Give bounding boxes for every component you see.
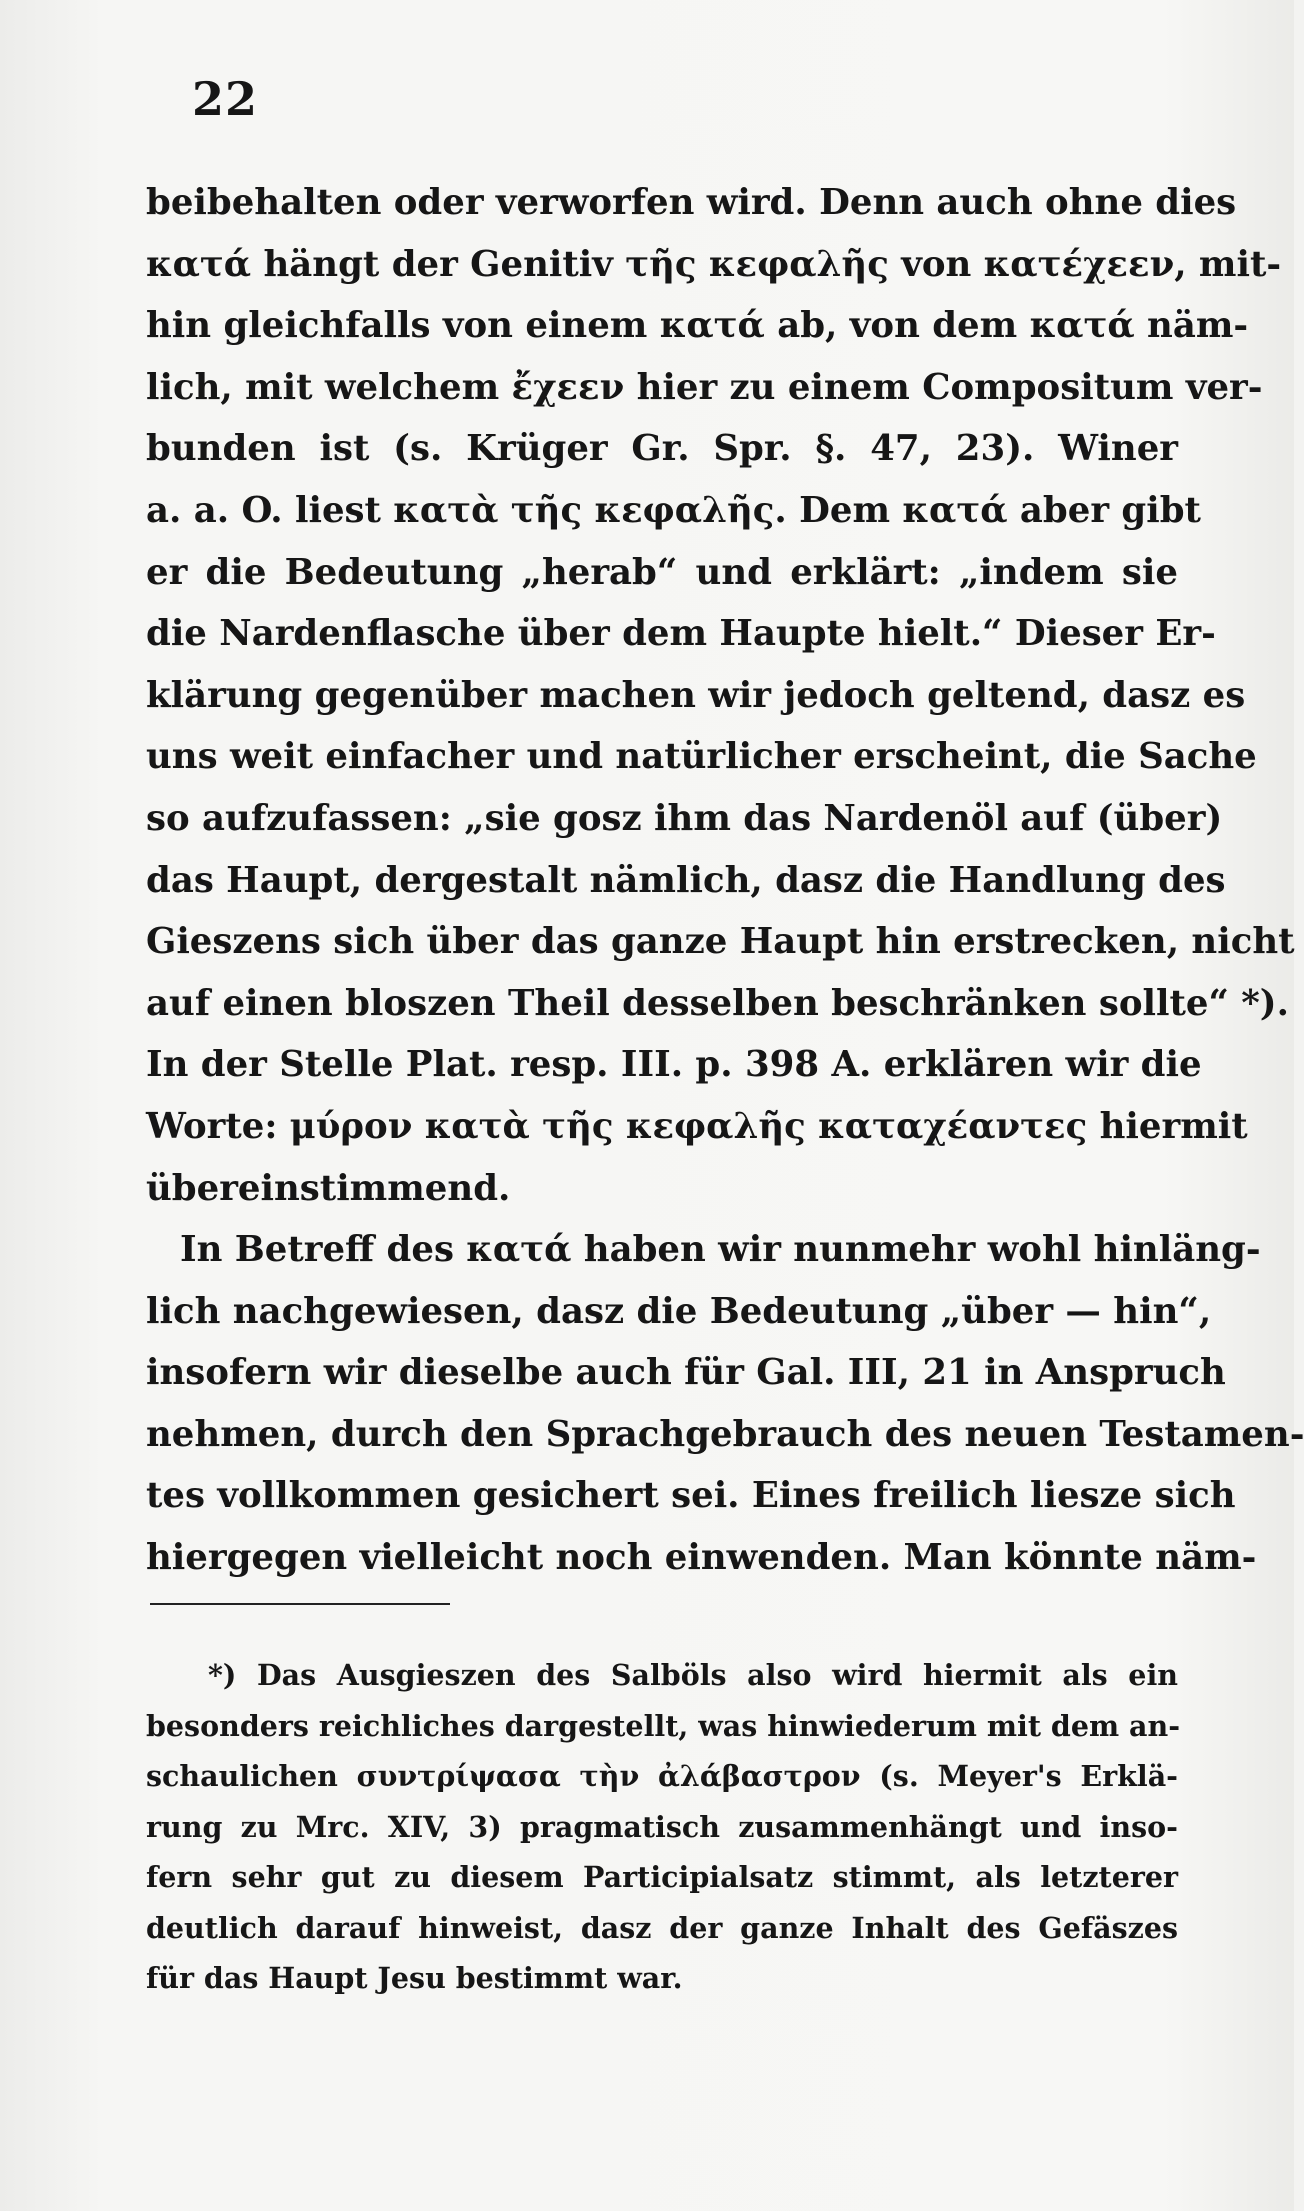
footnote-line: *) Das Ausgieszen des Salböls also wird hiermit als ein <box>208 1658 1178 1692</box>
text-line: Gieszens sich über das ganze Haupt hin erstrecken, nicht <box>146 921 1295 963</box>
footnote-line: fern sehr gut zu diesem Participialsatz stimmt, als letzterer <box>146 1860 1178 1894</box>
text-line: bunden ist (s. Krüger Gr. Spr. §. 47, 23). Winer <box>146 428 1178 470</box>
text-line: uns weit einfacher und natürlicher erscheint, die Sache <box>146 736 1257 778</box>
text-line: klärung gegenüber machen wir jedoch geltend, dasz es <box>146 674 1246 716</box>
text-line: In Betreff des κατά haben wir nunmehr wohl hinläng- <box>180 1229 1261 1271</box>
text-line: er die Bedeutung „herab“ und erklärt: „indem sie <box>146 551 1178 593</box>
text-line: hiergegen vielleicht noch einwenden. Man könnte näm- <box>146 1537 1257 1579</box>
text-line: hin gleichfalls von einem κατά ab, von dem κατά näm- <box>146 305 1249 347</box>
text-line: lich nachgewiesen, dasz die Bedeutung „über — hin“, <box>146 1290 1212 1332</box>
footnote-line: rung zu Mrc. XIV, 3) pragmatisch zusammenhängt und inso- <box>146 1809 1178 1844</box>
text-line: tes vollkommen gesichert sei. Eines freilich liesze sich <box>146 1475 1236 1517</box>
text-line: auf einen bloszen Theil desselben beschränken sollte“ *). <box>146 982 1289 1024</box>
footnote-line: schaulichen συντρίψασα τὴν ἀλάβαστρον (s. Meyer's Erklä- <box>146 1759 1178 1793</box>
footnote <box>146 1650 1181 2004</box>
footnote-line: für das Haupt Jesu bestimmt war. <box>146 1961 683 1995</box>
page-number: 22 <box>192 72 259 126</box>
text-line: a. a. O. liest κατὰ τῆς κεφαλῆς. Dem κατά aber gibt <box>146 489 1201 531</box>
text-line: lich, mit welchem ἔχεεν hier zu einem Compositum ver- <box>146 366 1263 408</box>
text-line: die Nardenflasche über dem Haupte hielt.“ Dieser Er- <box>146 613 1216 655</box>
text-line: übereinstimmend. <box>146 1167 511 1209</box>
text-line: nehmen, durch den Sprachgebrauch des neuen Testamen- <box>146 1413 1304 1455</box>
text-line: so aufzufassen: „sie gosz ihm das Nardenöl auf (über) <box>146 797 1223 839</box>
main-text <box>146 172 1304 1589</box>
text-line: Worte: μύρον κατὰ τῆς κεφαλῆς καταχέαντες hiermit <box>146 1105 1248 1147</box>
text-line: In der Stelle Plat. resp. III. p. 398 A. erklären wir die <box>146 1044 1202 1086</box>
text-line: κατά hängt der Genitiv τῆς κεφαλῆς von κατέχεεν, mit- <box>146 243 1282 285</box>
text-line: insofern wir dieselbe auch für Gal. III, 21 in Anspruch <box>146 1352 1226 1394</box>
footnote-divider <box>150 1603 450 1605</box>
text-line: das Haupt, dergestalt nämlich, dasz die Handlung des <box>146 859 1226 901</box>
text-line: beibehalten oder verworfen wird. Denn auch ohne dies <box>146 182 1237 223</box>
footnote-line: deutlich darauf hinweist, dasz der ganze Inhalt des Gefäszes <box>146 1910 1178 1945</box>
footnote-line: besonders reichliches dargestellt, was hinwiederum mit dem an- <box>146 1708 1181 1743</box>
